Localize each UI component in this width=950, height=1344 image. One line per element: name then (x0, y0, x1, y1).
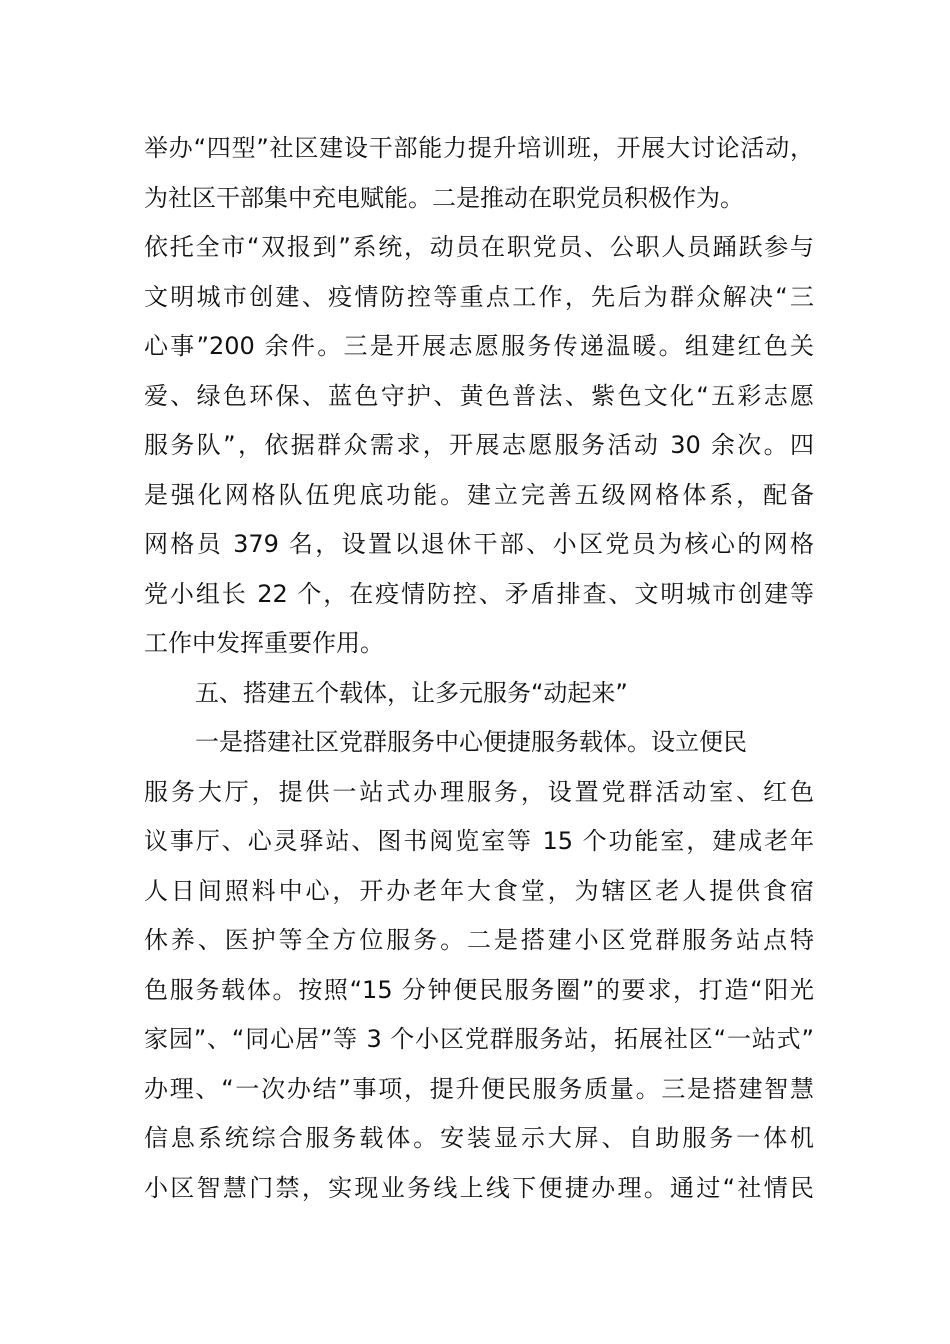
text-line: 议事厅、心灵驿站、图书阅览室等 15 个功能室，建成老年 (144, 827, 814, 855)
text-line: 爱、绿色环保、蓝色守护、黄色普法、紫色文化“五彩志愿 (144, 381, 814, 410)
document-body (144, 124, 814, 1213)
text-line: 色服务载体。按照“15 分钟便民服务圈”的要求，打造“阳光 (144, 975, 814, 1004)
text-line: 人日间照料中心，开办老年大食堂，为辖区老人提供食宿 (144, 876, 814, 905)
paragraph-end-line: 工作中发挥重要作用。 (144, 629, 384, 657)
text-line: 信息系统综合服务载体。安装显示大屏、自助服务一体机 (144, 1124, 814, 1152)
text-line: 党小组长 22 个，在疫情防控、矛盾排查、文明城市创建等 (144, 579, 814, 608)
text-line: 网格员 379 名，设置以退休干部、小区党员为核心的网格 (144, 530, 814, 558)
text-line: 休养、医护等全方位服务。二是搭建小区党群服务站点特 (144, 926, 814, 954)
text-line: 办理、“一次办结”事项，提升便民服务质量。三是搭建智慧 (144, 1074, 814, 1103)
text-line: 文明城市创建、疫情防控等重点工作，先后为群众解决“三 (144, 282, 814, 311)
text-line: 依托全市“双报到”系统，动员在职党员、公职人员踊跃参与 (144, 233, 814, 261)
paragraph-first-line: 一是搭建社区党群服务中心便捷服务载体。设立便民 (195, 728, 747, 756)
text-line: 服务大厅，提供一站式办理服务，设置党群活动室、红色 (144, 777, 814, 806)
section-heading: 五、搭建五个载体，让多元服务“动起来” (195, 678, 628, 707)
text-line: 举办“四型”社区建设干部能力提升培训班，开展大讨论活动， (144, 134, 814, 162)
text-line: 服务队”，依据群众需求，开展志愿服务活动 30 余次。四 (144, 431, 814, 459)
text-line: 是强化网格队伍兜底功能。建立完善五级网格体系，配备 (144, 480, 814, 509)
text-line: 家园”、“同心居”等 3 个小区党群服务站，拓展社区“一站式” (144, 1025, 814, 1053)
text-line: 小区智慧门禁，实现业务线上线下便捷办理。通过“社情民 (144, 1173, 814, 1202)
text-line: 心事”200 余件。三是开展志愿服务传递温暖。组建红色关 (144, 332, 814, 360)
text-line: 为社区干部集中充电赋能。二是推动在职党员积极作为。 (144, 183, 744, 212)
